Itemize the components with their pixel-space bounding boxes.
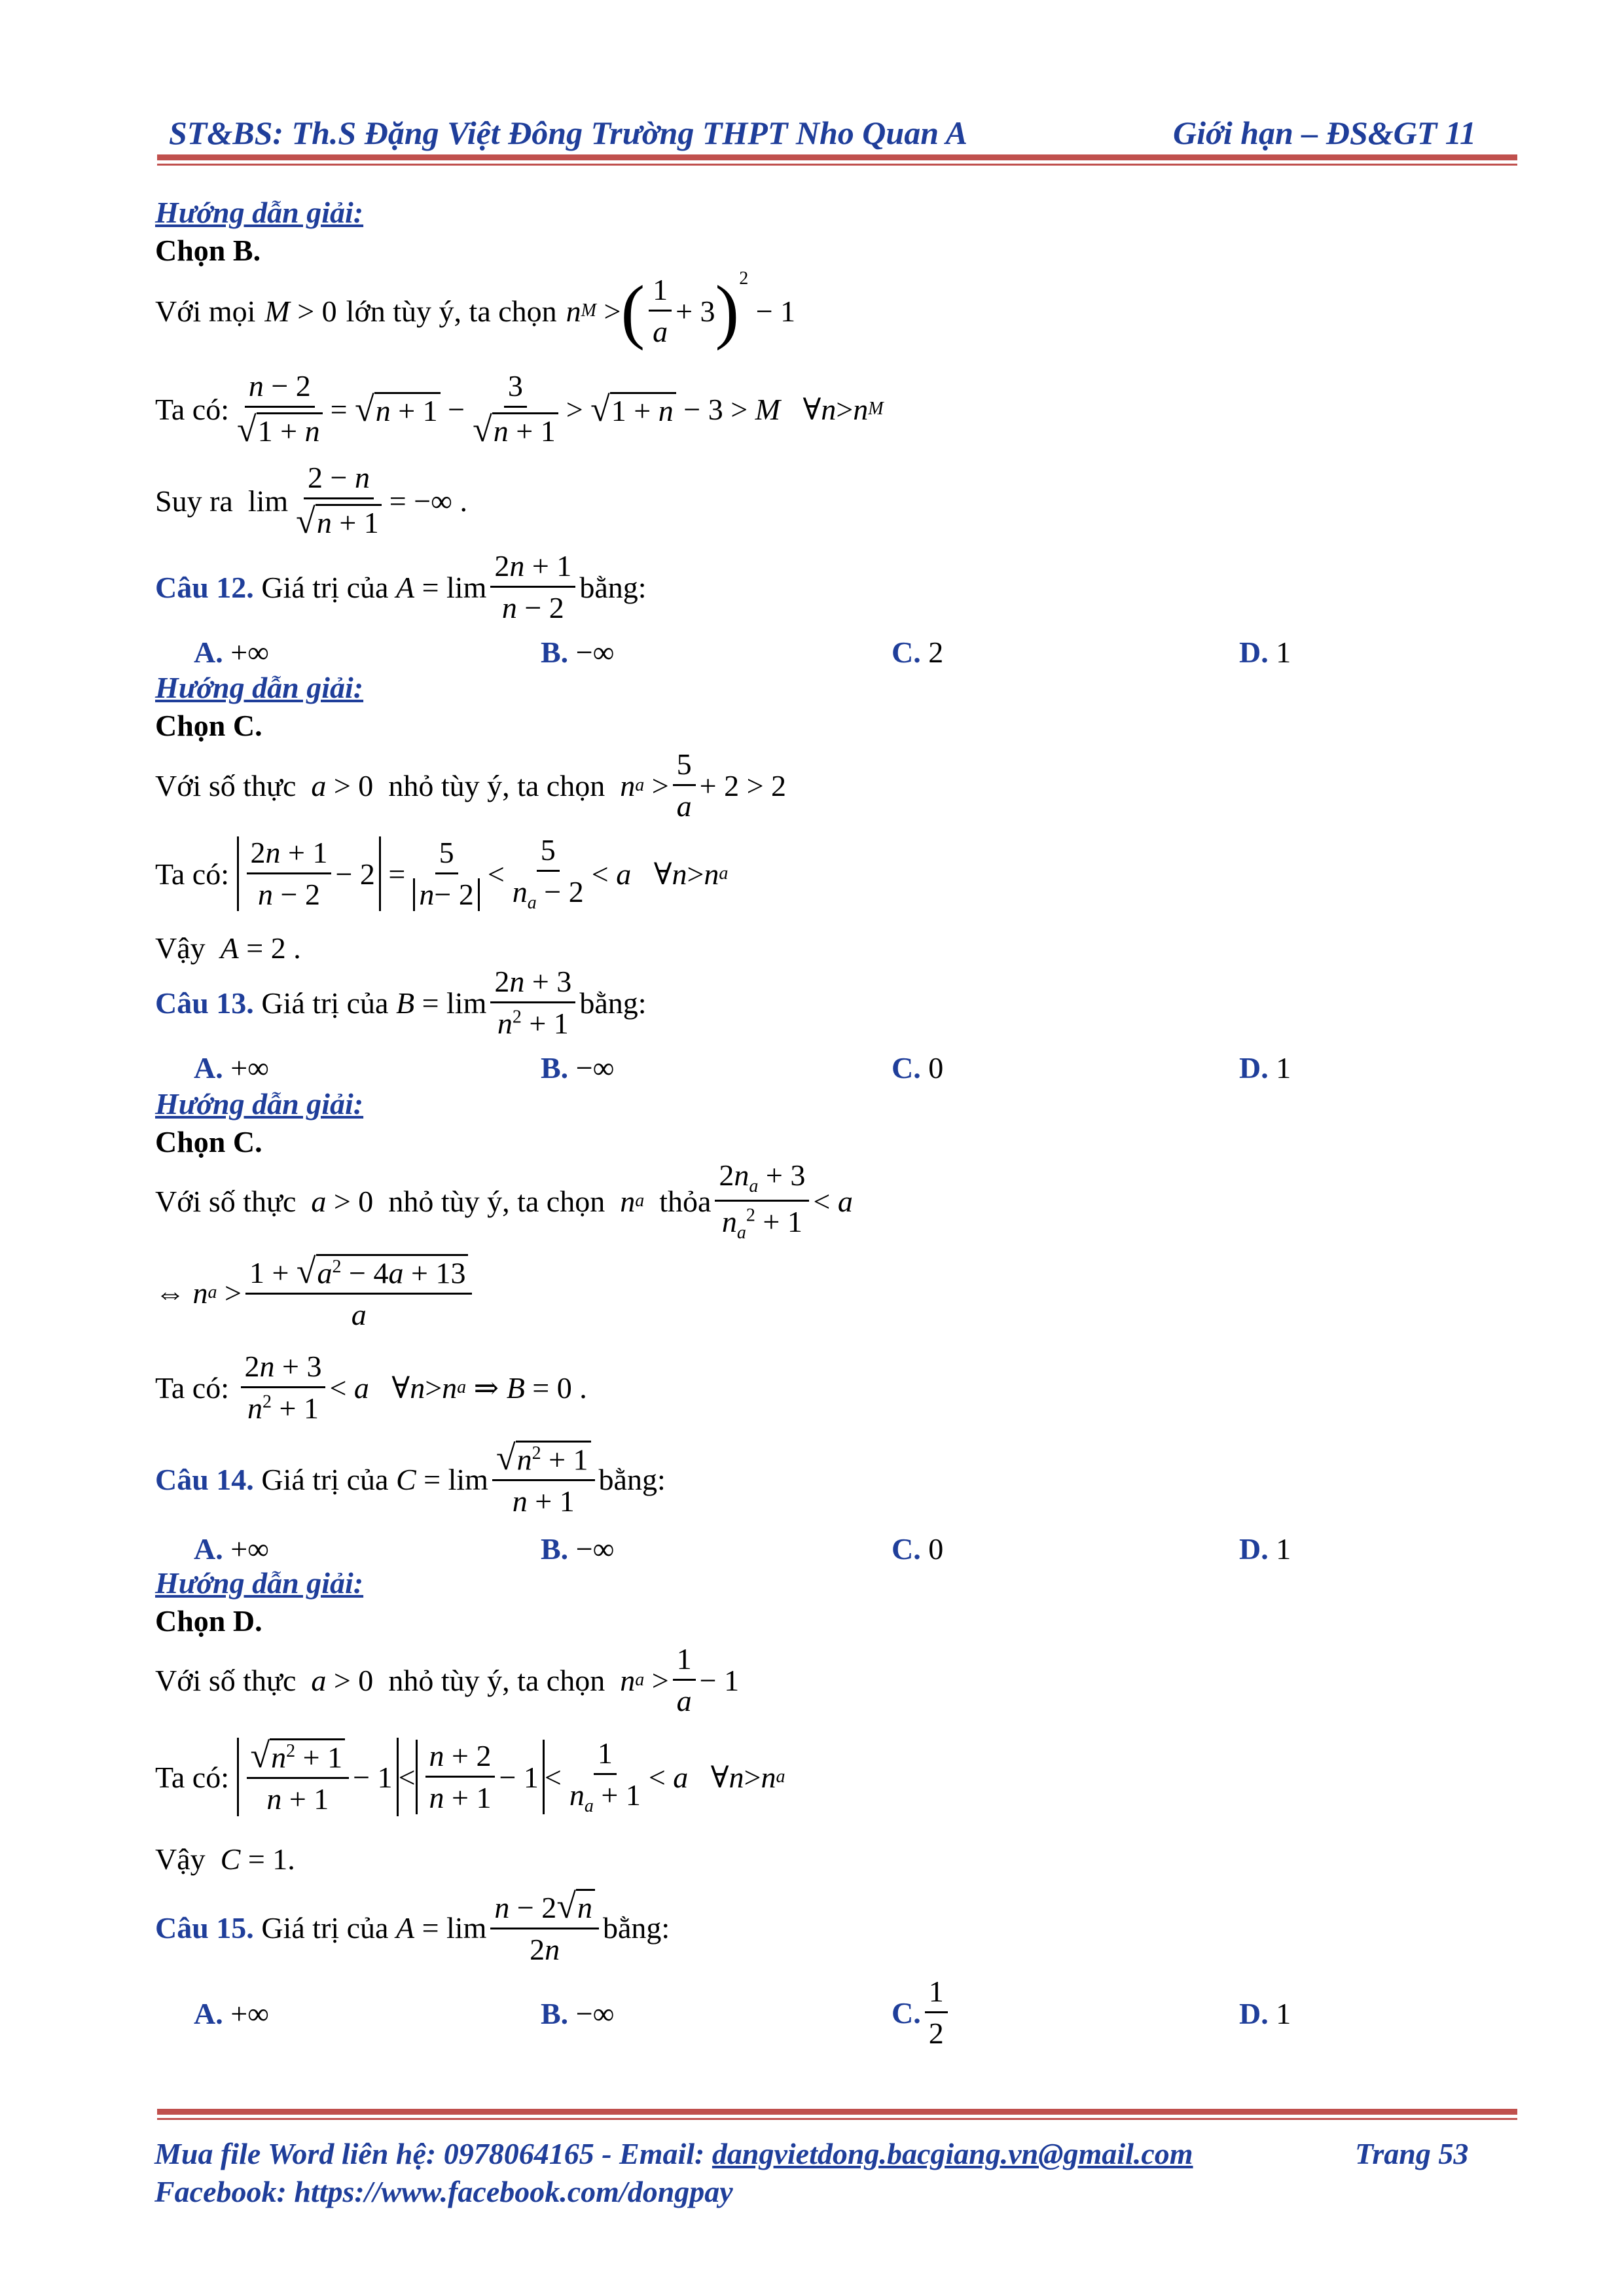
question-13: Câu 13. Giá trị của B = lim $\frac{2n + 3}{n^2 + 1}$ bằng: (155, 965, 647, 1040)
question-text: Giá trị của (261, 571, 389, 604)
solution-line: ⇔ n a > 1 + √ $a^2 - 4a + 13$ a (155, 1250, 476, 1335)
option-a: A. +∞ (194, 636, 269, 669)
solution-line: Với mọi M > 0 lớn tùy ý, ta chọn n M > ( $\frac{1}{a}$ + 3 ) 2 − 1 (155, 268, 796, 351)
question-12: Câu 12. Giá trị của A = lim $\frac{2n + 1}{n - 2}$ bằng: (155, 549, 647, 624)
solution-line: Vậy C = 1. (155, 1842, 295, 1876)
guide-label: Hướng dẫn giải: (155, 196, 364, 229)
solution-line: Với số thực a > 0 nhỏ tùy ý, ta chọn n a > $\frac{1}{a}$ − 1 (155, 1641, 740, 1717)
option-c: C. 0 (892, 1051, 944, 1085)
option-a: A. +∞ (194, 1532, 269, 1566)
option-c: C. $\frac{1}{2}$ (892, 1970, 952, 2055)
question-15: Câu 15. Giá trị của A = lim n − 2 √ n 2n bằng: (155, 1886, 670, 1966)
option-b: B. −∞ (541, 1997, 615, 2030)
guide-label: Hướng dẫn giải: (155, 1566, 364, 1600)
guide-label: Hướng dẫn giải: (155, 1087, 364, 1121)
option-d: D. 1 (1239, 1997, 1291, 2030)
answer-choice: Chọn C. (155, 709, 262, 742)
footer-rule (157, 2109, 1517, 2115)
answer-choice: Chọn D. (155, 1604, 262, 1638)
answer-choice: Chọn B. (155, 234, 261, 267)
footer-contact: Mua file Word liên hệ: 0978064165 - Email: dangvietdong.bacgiang.vn@gmail.com (154, 2137, 1193, 2170)
header-rule (157, 154, 1517, 160)
option-d: D. 1 (1239, 636, 1291, 669)
footer-rule-thin (157, 2118, 1517, 2120)
option-b: B. −∞ (541, 636, 615, 669)
option-a: A. +∞ (194, 1051, 269, 1085)
question-suffix: bằng: (579, 571, 647, 604)
option-b: B. −∞ (541, 1532, 615, 1566)
answer-choice: Chọn C. (155, 1125, 262, 1158)
option-b: B. −∞ (541, 1051, 615, 1085)
solution-line: Ta có: $\frac{2n + 1}{n - 2}$ − 2 = 5 n − 2 < $\frac{5}{n_a - 2}$ < a ∀ n > n a (155, 833, 729, 913)
email-link[interactable]: dangvietdong.bacgiang.vn@gmail.com (712, 2137, 1193, 2170)
question-14: Câu 14. Giá trị của C = lim √ $n^2 + 1$ n + 1 bằng: (155, 1438, 666, 1518)
solution-line: Ta có: n − 2 √ 1 + n = √ n + 1 − 3 √ n + 1 > √ 1 + n − 3 > M ∀ n > n M (155, 369, 884, 449)
guide-label: Hướng dẫn giải: (155, 671, 364, 704)
solution-line: Ta có: √ $n^2 + 1$ n + 1 − 1 < $\frac{n + 2}{n + 1}$ − 1 < $\frac{1}{n_a + 1}$ < a ∀ n > n a (155, 1736, 785, 1816)
solution-text: Với mọi (155, 294, 256, 328)
solution-line: Vậy A = 2 . (155, 931, 301, 965)
solution-text: Ta có: (155, 392, 230, 426)
option-a: A. +∞ (194, 1997, 269, 2030)
header-left: ST&BS: Th.S Đặng Việt Đông Trường THPT Nho Quan A (169, 115, 967, 151)
solution-line: Với số thực a > 0 nhỏ tùy ý, ta chọn n a thỏa $\frac{2n_a + 3}{n_a^2 + 1}$ < a (155, 1158, 853, 1243)
solution-line: Suy ra lim 2 − n √ n + 1 = −∞ . (155, 461, 467, 541)
solution-text: lớn tùy ý, ta chọn (346, 294, 557, 328)
facebook-link[interactable]: Facebook: https://www.facebook.com/dongpay (154, 2175, 733, 2208)
option-d: D. 1 (1239, 1051, 1291, 1085)
option-d: D. 1 (1239, 1532, 1291, 1566)
header-right: Giới hạn – ĐS&GT 11 (1173, 115, 1477, 151)
option-c: C. 2 (892, 636, 944, 669)
option-c: C. 0 (892, 1532, 944, 1566)
solution-text: Suy ra (155, 484, 233, 518)
question-label: Câu 12. (155, 571, 254, 604)
page-number: Trang 53 (1355, 2137, 1469, 2170)
solution-line: Với số thực a > 0 nhỏ tùy ý, ta chọn n a > $\frac{5}{a}$ + 2 > 2 (155, 747, 787, 823)
header-rule-thin (157, 164, 1517, 166)
solution-line: Ta có: $\frac{2n + 3}{n^2 + 1}$ < a ∀ n > n a ⇒ B = 0 . (155, 1349, 587, 1425)
